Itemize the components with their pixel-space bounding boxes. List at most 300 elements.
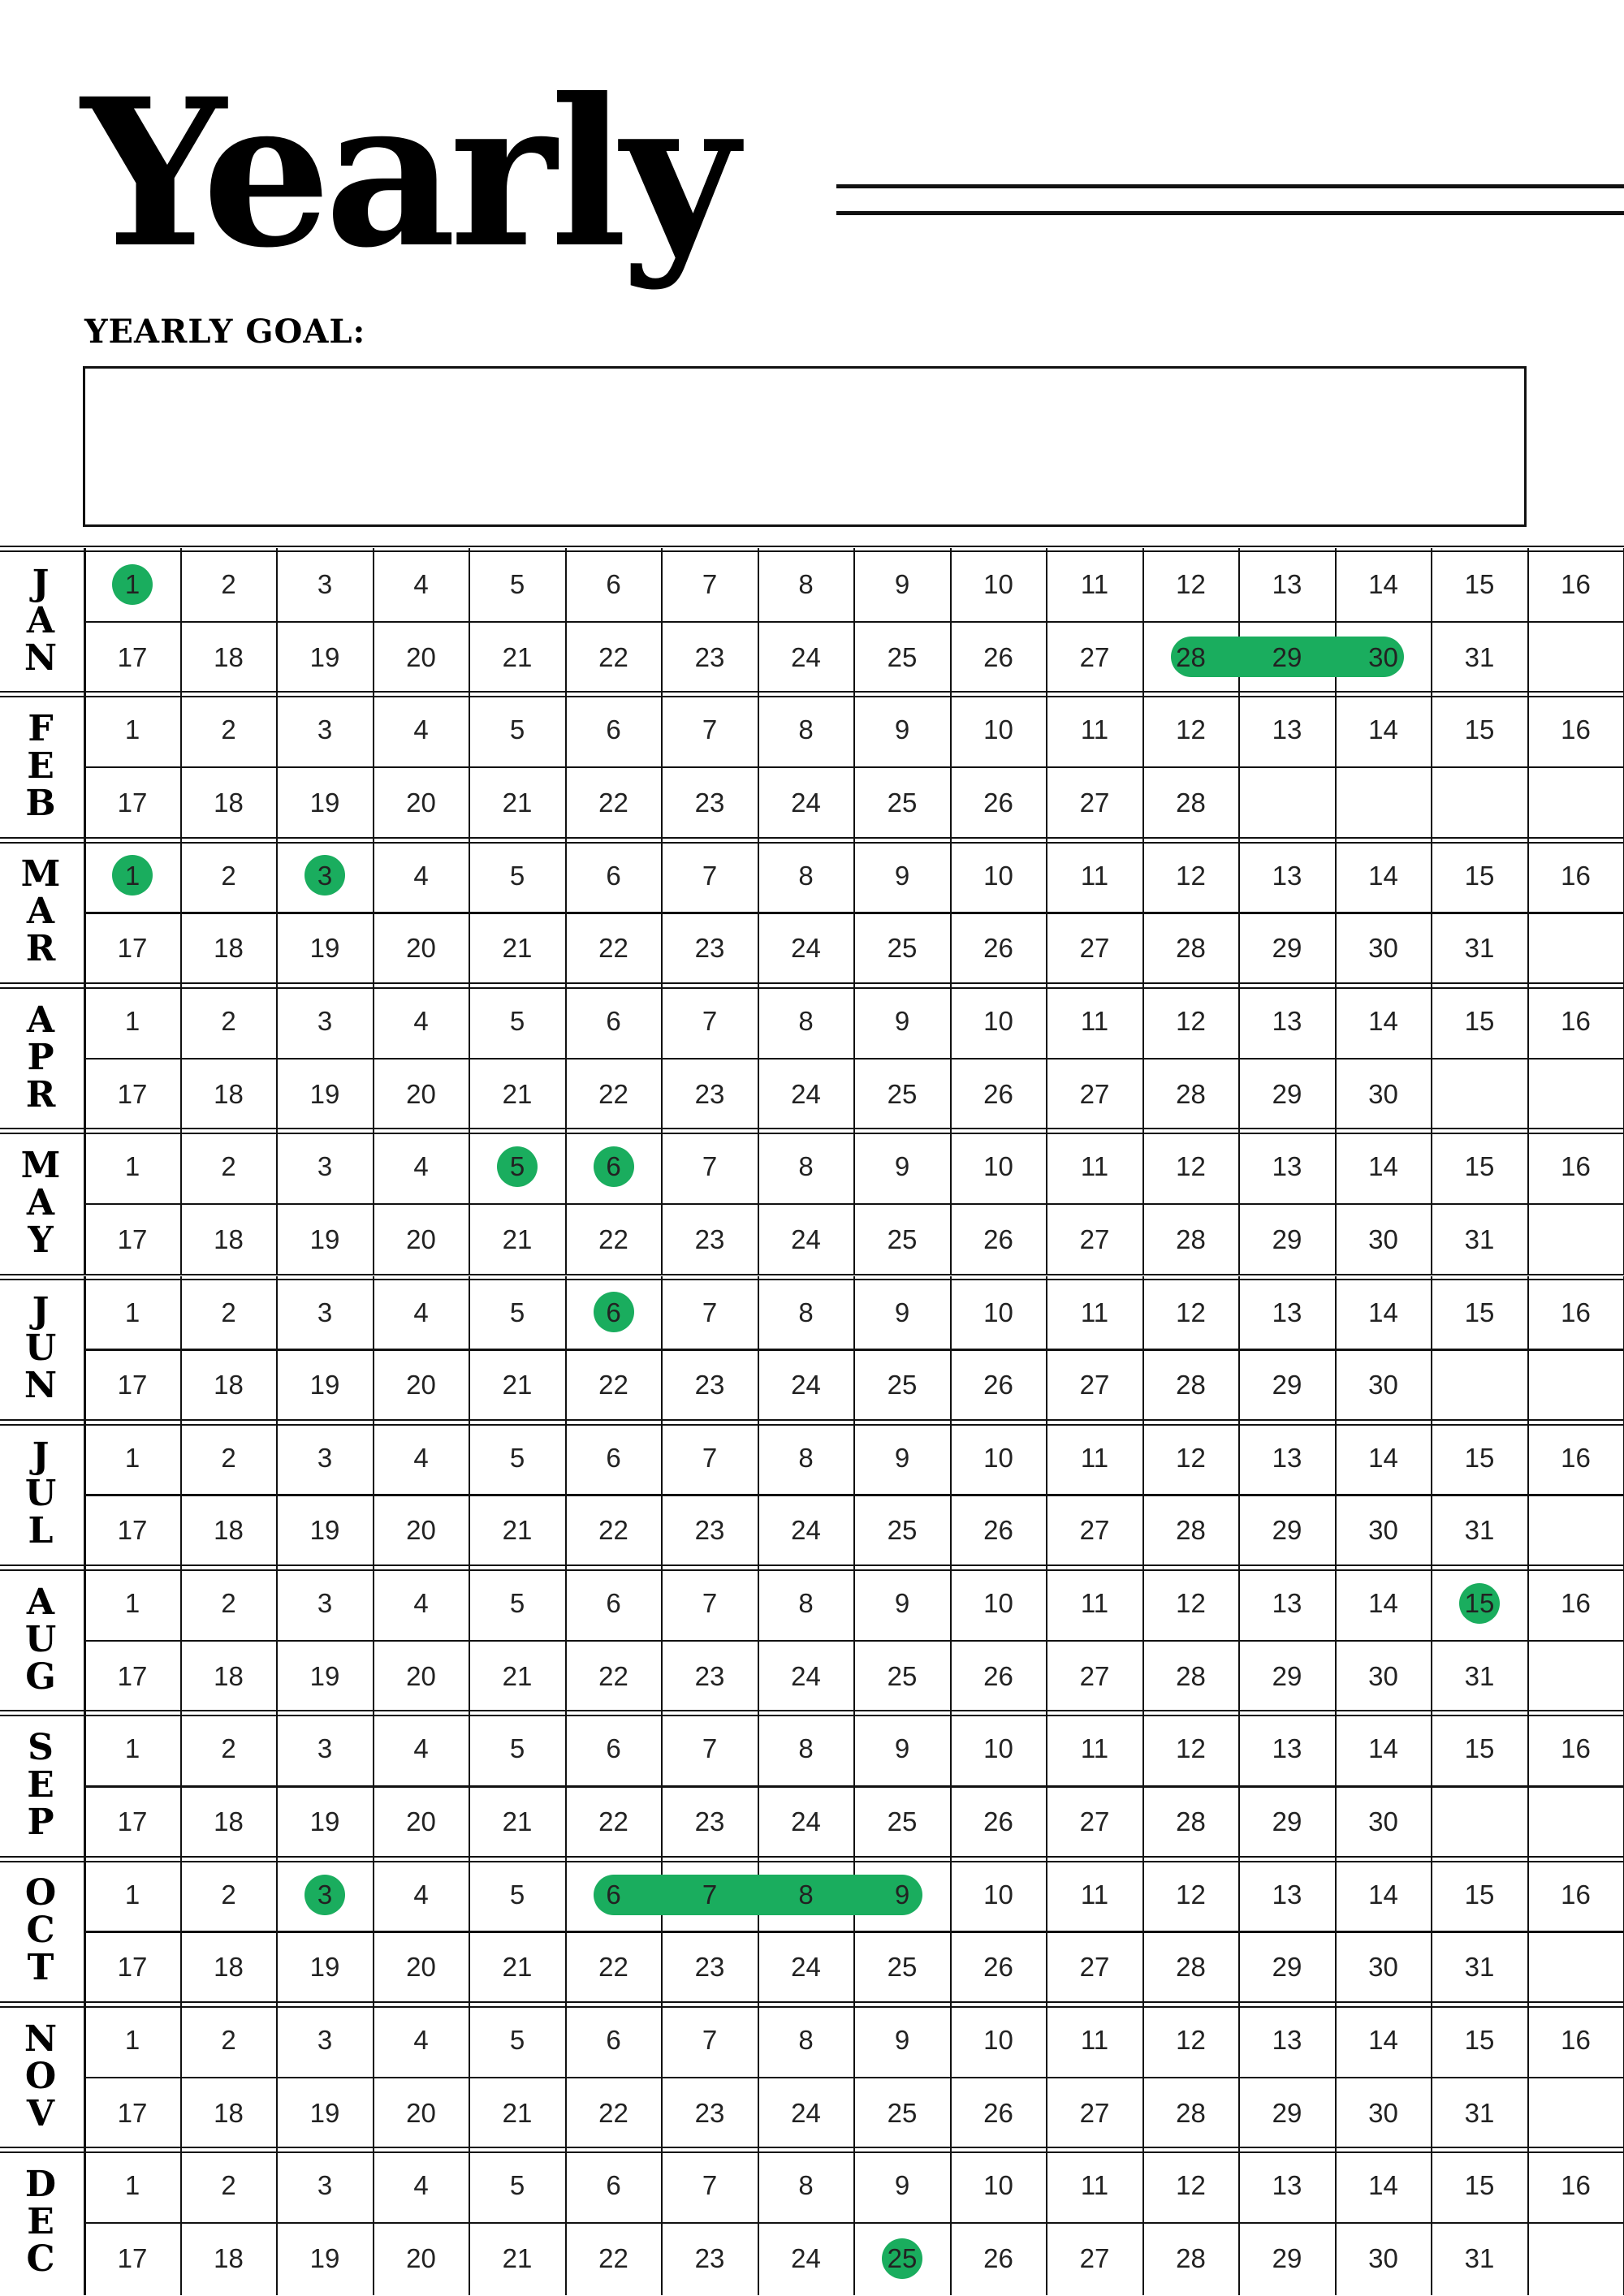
day-cell[interactable]: 9	[894, 1588, 910, 1619]
day-cell[interactable]: 5	[509, 1588, 525, 1619]
day-cell[interactable]: 28	[1176, 1370, 1206, 1400]
day-cell[interactable]: 5	[509, 2025, 525, 2055]
day-cell[interactable]: 27	[1079, 1370, 1110, 1400]
day-cell[interactable]: 24	[791, 2242, 821, 2273]
day-cell[interactable]: 22	[598, 1370, 628, 1400]
day-cell[interactable]: 15	[1464, 569, 1495, 599]
day-cell[interactable]: 21	[502, 1078, 533, 1109]
day-cell[interactable]: 31	[1464, 2097, 1495, 2128]
day-cell[interactable]: 25	[887, 1224, 918, 1254]
day-cell[interactable]: 12	[1176, 1442, 1206, 1473]
day-cell[interactable]: 21	[502, 641, 533, 672]
day-cell[interactable]: 16	[1561, 1442, 1591, 1473]
day-cell[interactable]: 8	[798, 2025, 814, 2055]
day-cell[interactable]: 15	[1464, 1733, 1495, 1764]
day-cell[interactable]: 16	[1561, 2025, 1591, 2055]
day-cell[interactable]: 30	[1368, 1370, 1398, 1400]
day-cell[interactable]: 2	[221, 569, 236, 599]
day-cell[interactable]: 13	[1272, 860, 1302, 891]
day-cell[interactable]: 26	[983, 2242, 1013, 2273]
day-cell[interactable]: 29	[1272, 1224, 1302, 1254]
day-cell[interactable]: 16	[1561, 714, 1591, 745]
day-cell[interactable]: 1	[124, 860, 140, 891]
day-cell[interactable]: 12	[1176, 2025, 1206, 2055]
day-cell[interactable]: 29	[1272, 641, 1302, 672]
day-cell[interactable]: 28	[1176, 1952, 1206, 1983]
day-cell[interactable]: 10	[983, 1297, 1013, 1327]
day-cell[interactable]: 24	[791, 1806, 821, 1836]
day-cell[interactable]: 17	[117, 2242, 148, 2273]
day-cell[interactable]: 9	[894, 2025, 910, 2055]
day-cell[interactable]: 19	[309, 933, 340, 964]
day-cell[interactable]: 9	[894, 569, 910, 599]
day-cell[interactable]: 27	[1079, 1078, 1110, 1109]
day-cell[interactable]: 30	[1368, 1515, 1398, 1546]
day-cell[interactable]: 31	[1464, 1660, 1495, 1691]
day-cell[interactable]: 7	[702, 714, 718, 745]
day-cell[interactable]: 24	[791, 641, 821, 672]
day-cell[interactable]: 18	[214, 641, 244, 672]
day-cell[interactable]: 17	[117, 1370, 148, 1400]
day-cell[interactable]: 29	[1272, 2097, 1302, 2128]
day-cell[interactable]: 18	[214, 933, 244, 964]
day-cell[interactable]: 13	[1272, 1879, 1302, 1910]
day-cell[interactable]: 22	[598, 1952, 628, 1983]
day-cell[interactable]: 9	[894, 1733, 910, 1764]
day-cell[interactable]: 29	[1272, 1806, 1302, 1836]
day-cell[interactable]: 23	[694, 1515, 725, 1546]
day-cell[interactable]: 27	[1079, 1515, 1110, 1546]
day-cell[interactable]: 28	[1176, 1078, 1206, 1109]
day-cell[interactable]: 5	[509, 2170, 525, 2201]
day-cell[interactable]: 6	[606, 860, 621, 891]
day-cell[interactable]: 9	[894, 1005, 910, 1036]
day-cell[interactable]: 7	[702, 1297, 718, 1327]
day-cell[interactable]: 21	[502, 1952, 533, 1983]
day-cell[interactable]: 3	[317, 1879, 333, 1910]
day-cell[interactable]: 24	[791, 1952, 821, 1983]
day-cell[interactable]: 25	[887, 1660, 918, 1691]
day-cell[interactable]: 17	[117, 1952, 148, 1983]
day-cell[interactable]: 26	[983, 787, 1013, 818]
day-cell[interactable]: 15	[1464, 1005, 1495, 1036]
day-cell[interactable]: 20	[406, 2242, 436, 2273]
day-cell[interactable]: 29	[1272, 1660, 1302, 1691]
day-cell[interactable]: 27	[1079, 641, 1110, 672]
day-cell[interactable]: 23	[694, 1806, 725, 1836]
day-cell[interactable]: 21	[502, 1515, 533, 1546]
day-cell[interactable]: 10	[983, 1151, 1013, 1182]
day-cell[interactable]: 31	[1464, 2242, 1495, 2273]
day-cell[interactable]: 31	[1464, 641, 1495, 672]
day-cell[interactable]: 18	[214, 1952, 244, 1983]
day-cell[interactable]: 19	[309, 2097, 340, 2128]
day-cell[interactable]: 23	[694, 787, 725, 818]
day-cell[interactable]: 7	[702, 1733, 718, 1764]
day-cell[interactable]: 22	[598, 641, 628, 672]
day-cell[interactable]: 30	[1368, 641, 1398, 672]
day-cell[interactable]: 12	[1176, 1733, 1206, 1764]
day-cell[interactable]: 10	[983, 1588, 1013, 1619]
day-cell[interactable]: 21	[502, 2097, 533, 2128]
day-cell[interactable]: 4	[413, 2025, 429, 2055]
day-cell[interactable]: 13	[1272, 1588, 1302, 1619]
day-cell[interactable]: 13	[1272, 1151, 1302, 1182]
day-cell[interactable]: 18	[214, 1515, 244, 1546]
day-cell[interactable]: 6	[606, 1297, 621, 1327]
day-cell[interactable]: 19	[309, 1806, 340, 1836]
day-cell[interactable]: 17	[117, 933, 148, 964]
day-cell[interactable]: 31	[1464, 933, 1495, 964]
day-cell[interactable]: 1	[124, 1442, 140, 1473]
day-cell[interactable]: 30	[1368, 1078, 1398, 1109]
day-cell[interactable]: 5	[509, 569, 525, 599]
day-cell[interactable]: 23	[694, 1660, 725, 1691]
day-cell[interactable]: 2	[221, 1733, 236, 1764]
day-cell[interactable]: 16	[1561, 1005, 1591, 1036]
day-cell[interactable]: 18	[214, 1806, 244, 1836]
day-cell[interactable]: 1	[124, 1588, 140, 1619]
day-cell[interactable]: 3	[317, 714, 333, 745]
day-cell[interactable]: 26	[983, 1660, 1013, 1691]
day-cell[interactable]: 25	[887, 2097, 918, 2128]
day-cell[interactable]: 26	[983, 1370, 1013, 1400]
day-cell[interactable]: 24	[791, 1370, 821, 1400]
day-cell[interactable]: 11	[1080, 1879, 1109, 1910]
day-cell[interactable]: 17	[117, 2097, 148, 2128]
day-cell[interactable]: 17	[117, 641, 148, 672]
day-cell[interactable]: 10	[983, 569, 1013, 599]
day-cell[interactable]: 24	[791, 933, 821, 964]
day-cell[interactable]: 21	[502, 933, 533, 964]
day-cell[interactable]: 20	[406, 2097, 436, 2128]
day-cell[interactable]: 15	[1464, 1588, 1495, 1619]
day-cell[interactable]: 11	[1080, 2170, 1109, 2201]
day-cell[interactable]: 4	[413, 2170, 429, 2201]
day-cell[interactable]: 1	[124, 1879, 140, 1910]
day-cell[interactable]: 25	[887, 1370, 918, 1400]
day-cell[interactable]: 14	[1368, 2025, 1398, 2055]
day-cell[interactable]: 30	[1368, 2242, 1398, 2273]
day-cell[interactable]: 30	[1368, 1224, 1398, 1254]
day-cell[interactable]: 20	[406, 1078, 436, 1109]
day-cell[interactable]: 14	[1368, 569, 1398, 599]
day-cell[interactable]: 11	[1080, 2025, 1109, 2055]
day-cell[interactable]: 4	[413, 1297, 429, 1327]
day-cell[interactable]: 12	[1176, 2170, 1206, 2201]
day-cell[interactable]: 31	[1464, 1515, 1495, 1546]
day-cell[interactable]: 22	[598, 1078, 628, 1109]
day-cell[interactable]: 30	[1368, 1660, 1398, 1691]
day-cell[interactable]: 29	[1272, 1515, 1302, 1546]
day-cell[interactable]: 23	[694, 1224, 725, 1254]
day-cell[interactable]: 10	[983, 2170, 1013, 2201]
day-cell[interactable]: 11	[1080, 1733, 1109, 1764]
day-cell[interactable]: 20	[406, 787, 436, 818]
day-cell[interactable]: 6	[606, 1442, 621, 1473]
day-cell[interactable]: 21	[502, 1660, 533, 1691]
day-cell[interactable]: 5	[509, 1442, 525, 1473]
day-cell[interactable]: 3	[317, 1733, 333, 1764]
day-cell[interactable]: 7	[702, 1588, 718, 1619]
day-cell[interactable]: 29	[1272, 1078, 1302, 1109]
day-cell[interactable]: 18	[214, 1078, 244, 1109]
day-cell[interactable]: 7	[702, 569, 718, 599]
day-cell[interactable]: 7	[702, 1442, 718, 1473]
day-cell[interactable]: 30	[1368, 2097, 1398, 2128]
day-cell[interactable]: 17	[117, 1660, 148, 1691]
day-cell[interactable]: 10	[983, 1442, 1013, 1473]
day-cell[interactable]: 19	[309, 1952, 340, 1983]
day-cell[interactable]: 11	[1080, 714, 1109, 745]
day-cell[interactable]: 8	[798, 2170, 814, 2201]
day-cell[interactable]: 20	[406, 1952, 436, 1983]
day-cell[interactable]: 1	[124, 1733, 140, 1764]
day-cell[interactable]: 2	[221, 714, 236, 745]
day-cell[interactable]: 19	[309, 1370, 340, 1400]
day-cell[interactable]: 19	[309, 1660, 340, 1691]
day-cell[interactable]: 8	[798, 1151, 814, 1182]
day-cell[interactable]: 8	[798, 1297, 814, 1327]
day-cell[interactable]: 15	[1464, 1442, 1495, 1473]
day-cell[interactable]: 27	[1079, 1660, 1110, 1691]
day-cell[interactable]: 27	[1079, 2242, 1110, 2273]
day-cell[interactable]: 12	[1176, 1879, 1206, 1910]
day-cell[interactable]: 10	[983, 1733, 1013, 1764]
day-cell[interactable]: 31	[1464, 1952, 1495, 1983]
day-cell[interactable]: 14	[1368, 1442, 1398, 1473]
day-cell[interactable]: 21	[502, 1370, 533, 1400]
day-cell[interactable]: 6	[606, 1588, 621, 1619]
day-cell[interactable]: 1	[124, 2025, 140, 2055]
day-cell[interactable]: 2	[221, 1879, 236, 1910]
day-cell[interactable]: 6	[606, 1151, 621, 1182]
day-cell[interactable]: 5	[509, 714, 525, 745]
day-cell[interactable]: 13	[1272, 1005, 1302, 1036]
day-cell[interactable]: 2	[221, 1588, 236, 1619]
day-cell[interactable]: 8	[798, 569, 814, 599]
day-cell[interactable]: 19	[309, 1515, 340, 1546]
day-cell[interactable]: 8	[798, 714, 814, 745]
day-cell[interactable]: 3	[317, 1005, 333, 1036]
day-cell[interactable]: 26	[983, 1515, 1013, 1546]
day-cell[interactable]: 5	[509, 1297, 525, 1327]
day-cell[interactable]: 14	[1368, 714, 1398, 745]
day-cell[interactable]: 6	[606, 1879, 621, 1910]
day-cell[interactable]: 30	[1368, 1806, 1398, 1836]
day-cell[interactable]: 25	[887, 787, 918, 818]
day-cell[interactable]: 25	[887, 933, 918, 964]
day-cell[interactable]: 1	[124, 714, 140, 745]
day-cell[interactable]: 7	[702, 1151, 718, 1182]
day-cell[interactable]: 27	[1079, 933, 1110, 964]
day-cell[interactable]: 25	[887, 2242, 918, 2273]
day-cell[interactable]: 3	[317, 1588, 333, 1619]
day-cell[interactable]: 25	[887, 1806, 918, 1836]
day-cell[interactable]: 26	[983, 1078, 1013, 1109]
day-cell[interactable]: 14	[1368, 1879, 1398, 1910]
day-cell[interactable]: 22	[598, 1660, 628, 1691]
day-cell[interactable]: 23	[694, 1370, 725, 1400]
day-cell[interactable]: 24	[791, 1078, 821, 1109]
day-cell[interactable]: 11	[1080, 1297, 1109, 1327]
day-cell[interactable]: 5	[509, 1151, 525, 1182]
day-cell[interactable]: 8	[798, 1442, 814, 1473]
day-cell[interactable]: 12	[1176, 714, 1206, 745]
day-cell[interactable]: 2	[221, 2170, 236, 2201]
day-cell[interactable]: 26	[983, 1224, 1013, 1254]
day-cell[interactable]: 28	[1176, 787, 1206, 818]
day-cell[interactable]: 26	[983, 2097, 1013, 2128]
day-cell[interactable]: 23	[694, 933, 725, 964]
day-cell[interactable]: 14	[1368, 1733, 1398, 1764]
day-cell[interactable]: 12	[1176, 1151, 1206, 1182]
day-cell[interactable]: 15	[1464, 860, 1495, 891]
day-cell[interactable]: 2	[221, 2025, 236, 2055]
day-cell[interactable]: 13	[1272, 1442, 1302, 1473]
day-cell[interactable]: 22	[598, 1806, 628, 1836]
day-cell[interactable]: 28	[1176, 641, 1206, 672]
day-cell[interactable]: 6	[606, 1733, 621, 1764]
day-cell[interactable]: 28	[1176, 2242, 1206, 2273]
day-cell[interactable]: 3	[317, 1297, 333, 1327]
day-cell[interactable]: 22	[598, 787, 628, 818]
day-cell[interactable]: 21	[502, 787, 533, 818]
day-cell[interactable]: 8	[798, 1879, 814, 1910]
day-cell[interactable]: 26	[983, 1806, 1013, 1836]
day-cell[interactable]: 28	[1176, 933, 1206, 964]
day-cell[interactable]: 29	[1272, 2242, 1302, 2273]
day-cell[interactable]: 23	[694, 1952, 725, 1983]
day-cell[interactable]: 20	[406, 641, 436, 672]
day-cell[interactable]: 7	[702, 860, 718, 891]
day-cell[interactable]: 21	[502, 1224, 533, 1254]
day-cell[interactable]: 22	[598, 2242, 628, 2273]
day-cell[interactable]: 4	[413, 1151, 429, 1182]
day-cell[interactable]: 4	[413, 1442, 429, 1473]
day-cell[interactable]: 2	[221, 1151, 236, 1182]
day-cell[interactable]: 4	[413, 1879, 429, 1910]
day-cell[interactable]: 4	[413, 714, 429, 745]
day-cell[interactable]: 9	[894, 2170, 910, 2201]
day-cell[interactable]: 7	[702, 1879, 718, 1910]
day-cell[interactable]: 27	[1079, 1952, 1110, 1983]
day-cell[interactable]: 20	[406, 933, 436, 964]
day-cell[interactable]: 4	[413, 860, 429, 891]
day-cell[interactable]: 17	[117, 1515, 148, 1546]
day-cell[interactable]: 25	[887, 1952, 918, 1983]
day-cell[interactable]: 16	[1561, 1733, 1591, 1764]
day-cell[interactable]: 22	[598, 1224, 628, 1254]
day-cell[interactable]: 15	[1464, 714, 1495, 745]
day-cell[interactable]: 25	[887, 641, 918, 672]
day-cell[interactable]: 2	[221, 1442, 236, 1473]
day-cell[interactable]: 14	[1368, 1005, 1398, 1036]
day-cell[interactable]: 6	[606, 2170, 621, 2201]
day-cell[interactable]: 3	[317, 860, 333, 891]
day-cell[interactable]: 19	[309, 1078, 340, 1109]
day-cell[interactable]: 7	[702, 2170, 718, 2201]
day-cell[interactable]: 12	[1176, 860, 1206, 891]
day-cell[interactable]: 5	[509, 1733, 525, 1764]
day-cell[interactable]: 18	[214, 787, 244, 818]
day-cell[interactable]: 2	[221, 1297, 236, 1327]
day-cell[interactable]: 27	[1079, 1224, 1110, 1254]
day-cell[interactable]: 22	[598, 2097, 628, 2128]
day-cell[interactable]: 15	[1464, 1297, 1495, 1327]
day-cell[interactable]: 28	[1176, 1224, 1206, 1254]
day-cell[interactable]: 13	[1272, 1733, 1302, 1764]
day-cell[interactable]: 13	[1272, 2025, 1302, 2055]
day-cell[interactable]: 10	[983, 714, 1013, 745]
day-cell[interactable]: 4	[413, 569, 429, 599]
day-cell[interactable]: 4	[413, 1588, 429, 1619]
day-cell[interactable]: 28	[1176, 2097, 1206, 2128]
day-cell[interactable]: 3	[317, 2170, 333, 2201]
day-cell[interactable]: 6	[606, 1005, 621, 1036]
day-cell[interactable]: 8	[798, 1005, 814, 1036]
day-cell[interactable]: 25	[887, 1078, 918, 1109]
day-cell[interactable]: 23	[694, 2097, 725, 2128]
day-cell[interactable]: 15	[1464, 1151, 1495, 1182]
day-cell[interactable]: 23	[694, 641, 725, 672]
day-cell[interactable]: 20	[406, 1515, 436, 1546]
day-cell[interactable]: 11	[1080, 1151, 1109, 1182]
day-cell[interactable]: 19	[309, 1224, 340, 1254]
day-cell[interactable]: 27	[1079, 2097, 1110, 2128]
day-cell[interactable]: 25	[887, 1515, 918, 1546]
day-cell[interactable]: 18	[214, 2242, 244, 2273]
day-cell[interactable]: 28	[1176, 1660, 1206, 1691]
day-cell[interactable]: 24	[791, 1660, 821, 1691]
day-cell[interactable]: 14	[1368, 2170, 1398, 2201]
day-cell[interactable]: 12	[1176, 1588, 1206, 1619]
day-cell[interactable]: 8	[798, 1733, 814, 1764]
day-cell[interactable]: 13	[1272, 714, 1302, 745]
day-cell[interactable]: 6	[606, 2025, 621, 2055]
day-cell[interactable]: 11	[1080, 1442, 1109, 1473]
day-cell[interactable]: 13	[1272, 2170, 1302, 2201]
day-cell[interactable]: 26	[983, 641, 1013, 672]
day-cell[interactable]: 16	[1561, 569, 1591, 599]
day-cell[interactable]: 14	[1368, 1297, 1398, 1327]
day-cell[interactable]: 16	[1561, 1588, 1591, 1619]
day-cell[interactable]: 29	[1272, 933, 1302, 964]
day-cell[interactable]: 18	[214, 1224, 244, 1254]
day-cell[interactable]: 16	[1561, 1879, 1591, 1910]
day-cell[interactable]: 7	[702, 1005, 718, 1036]
day-cell[interactable]: 12	[1176, 1005, 1206, 1036]
day-cell[interactable]: 16	[1561, 860, 1591, 891]
day-cell[interactable]: 1	[124, 569, 140, 599]
day-cell[interactable]: 31	[1464, 1224, 1495, 1254]
day-cell[interactable]: 13	[1272, 569, 1302, 599]
day-cell[interactable]: 8	[798, 860, 814, 891]
day-cell[interactable]: 15	[1464, 2025, 1495, 2055]
day-cell[interactable]: 13	[1272, 1297, 1302, 1327]
day-cell[interactable]: 9	[894, 860, 910, 891]
day-cell[interactable]: 11	[1080, 569, 1109, 599]
day-cell[interactable]: 5	[509, 1879, 525, 1910]
day-cell[interactable]: 19	[309, 641, 340, 672]
day-cell[interactable]: 17	[117, 1078, 148, 1109]
day-cell[interactable]: 19	[309, 2242, 340, 2273]
day-cell[interactable]: 22	[598, 933, 628, 964]
day-cell[interactable]: 10	[983, 1005, 1013, 1036]
day-cell[interactable]: 6	[606, 569, 621, 599]
day-cell[interactable]: 24	[791, 2097, 821, 2128]
day-cell[interactable]: 1	[124, 1005, 140, 1036]
